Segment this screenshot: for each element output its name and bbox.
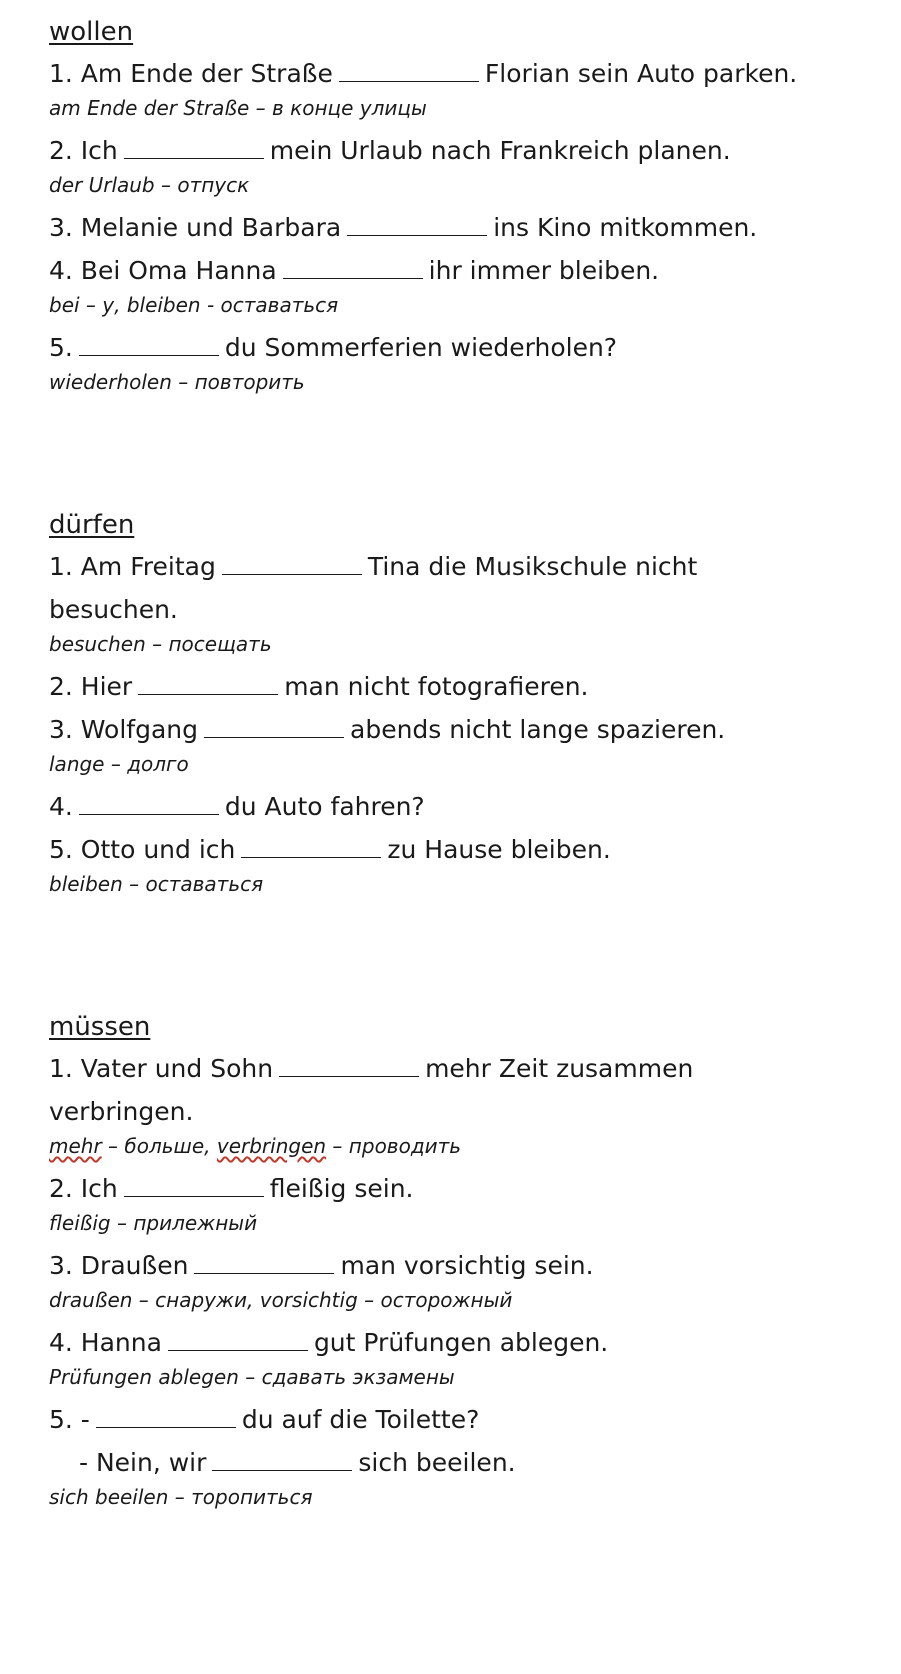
exercise-text: ins Kino mitkommen. (493, 213, 758, 242)
answer-blank[interactable] (138, 693, 278, 695)
section-muessen (49, 1011, 889, 1510)
spellcheck-word: verbringen (216, 1134, 327, 1158)
exercise-line (49, 58, 889, 90)
spellcheck-word: mehr (49, 1134, 102, 1158)
exercise-text: sich beeilen. (358, 1448, 516, 1477)
exercise-line (49, 1053, 889, 1085)
translation-gloss: bei – у, bleiben - оставаться (49, 293, 339, 317)
exercise-text: 1. Am Ende der Straße (49, 59, 333, 88)
exercise-text: 3. Melanie und Barbara (49, 213, 342, 242)
exercise-line (49, 834, 889, 866)
exercise-line-continuation: besuchen. (49, 595, 178, 624)
exercise-line (49, 1173, 889, 1205)
answer-blank[interactable] (124, 1195, 264, 1197)
exercise-text: man vorsichtig sein. (340, 1251, 594, 1280)
translation-gloss: wiederholen – повторить (49, 370, 305, 394)
exercise-text: mein Urlaub nach Frankreich planen. (269, 136, 731, 165)
translation-gloss: fleißig – прилежный (49, 1211, 258, 1235)
exercise-text: 3. Draußen (49, 1251, 189, 1280)
answer-blank[interactable] (168, 1349, 308, 1351)
translation-gloss: lange – долго (49, 752, 189, 776)
exercise-text: du Auto fahren? (224, 792, 425, 821)
answer-blank[interactable] (241, 856, 381, 858)
exercise-text: du Sommerferien wiederholen? (224, 333, 618, 362)
exercise-text: 4. Bei Oma Hanna (49, 256, 277, 285)
exercise-line (49, 714, 889, 746)
exercise-line (49, 1250, 889, 1282)
exercise-line (49, 212, 889, 244)
translation-gloss: besuchen – посещать (49, 632, 272, 656)
section-heading: müssen (49, 1012, 151, 1042)
translation-gloss: am Ende der Straße – в конце улицы (49, 96, 427, 120)
answer-blank[interactable] (79, 813, 219, 815)
section-wollen (49, 16, 889, 395)
exercise-line (49, 255, 889, 287)
exercise-text: Tina die Musikschule nicht (367, 552, 698, 581)
worksheet (49, 16, 889, 1524)
exercise-text: 3. Wolfgang (49, 715, 198, 744)
translation-gloss: der Urlaub – отпуск (49, 173, 250, 197)
exercise-text: - Nein, wir (79, 1448, 207, 1477)
exercise-text: fleißig sein. (269, 1174, 414, 1203)
exercise-text: ihr immer bleiben. (428, 256, 660, 285)
exercise-line (49, 671, 889, 703)
answer-blank[interactable] (347, 234, 487, 236)
section-duerfen (49, 509, 889, 897)
exercise-text: 1. Vater und Sohn (49, 1054, 274, 1083)
exercise-line (49, 1327, 889, 1359)
exercise-line (49, 1404, 889, 1436)
translation-gloss: draußen – снаружи, vorsichtig – осторожный (49, 1288, 513, 1312)
answer-blank[interactable] (283, 277, 423, 279)
exercise-text: 4. Hanna (49, 1328, 162, 1357)
exercise-text: 4. (49, 792, 73, 821)
exercise-text: 1. Am Freitag (49, 552, 216, 581)
exercise-line (49, 1447, 889, 1479)
exercise-text: 5. (49, 333, 73, 362)
exercise-text: du auf die Toilette? (241, 1405, 480, 1434)
exercise-text: 5. Otto und ich (49, 835, 236, 864)
exercise-line-continuation: verbringen. (49, 1097, 194, 1126)
translation-gloss: bleiben – оставаться (49, 872, 264, 896)
answer-blank[interactable] (79, 354, 219, 356)
exercise-line (49, 551, 889, 583)
exercise-text: 2. Ich (49, 1174, 118, 1203)
exercise-text: 2. Ich (49, 136, 118, 165)
translation-gloss: sich beeilen – торопиться (49, 1485, 313, 1509)
gloss-text: – больше, (101, 1134, 217, 1158)
exercise-line (49, 332, 889, 364)
section-heading: dürfen (49, 510, 135, 540)
answer-blank[interactable] (279, 1075, 419, 1077)
answer-blank[interactable] (96, 1426, 236, 1428)
exercise-text: Florian sein Auto parken. (484, 59, 798, 88)
exercise-text: abends nicht lange spazieren. (350, 715, 726, 744)
answer-blank[interactable] (222, 573, 362, 575)
exercise-line (49, 791, 889, 823)
exercise-line (49, 135, 889, 167)
answer-blank[interactable] (212, 1469, 352, 1471)
spacer (49, 409, 889, 509)
translation-gloss: Prüfungen ablegen – сдавать экзамены (49, 1365, 455, 1389)
translation-gloss (49, 1133, 889, 1159)
answer-blank[interactable] (204, 736, 344, 738)
exercise-text: man nicht fotografieren. (284, 672, 589, 701)
exercise-text: 5. - (49, 1405, 90, 1434)
exercise-text: mehr Zeit zusammen (425, 1054, 694, 1083)
answer-blank[interactable] (124, 157, 264, 159)
answer-blank[interactable] (339, 80, 479, 82)
exercise-text: zu Hause bleiben. (387, 835, 611, 864)
answer-blank[interactable] (194, 1272, 334, 1274)
gloss-text: – проводить (326, 1134, 462, 1158)
exercise-text: gut Prüfungen ablegen. (313, 1328, 609, 1357)
section-heading: wollen (49, 17, 134, 47)
spacer (49, 911, 889, 1011)
exercise-text: 2. Hier (49, 672, 133, 701)
